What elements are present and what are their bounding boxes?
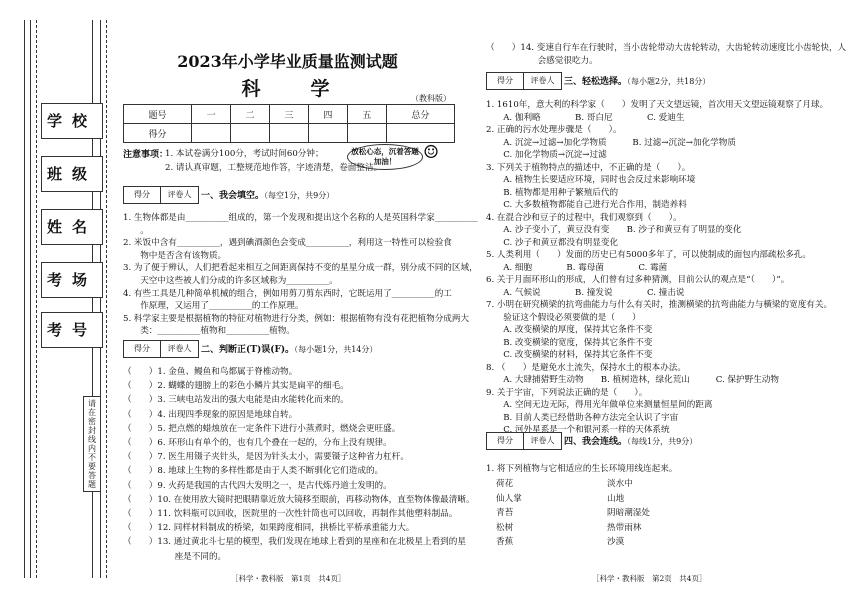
matching-plant: 青苔 (496, 508, 514, 518)
binding-line (106, 20, 107, 578)
class-label: 班级 (41, 156, 103, 192)
binding-line (24, 20, 25, 578)
section-1-heading: 一、我会填空。（每空1分，共9分） (201, 191, 335, 201)
matching-environment: 热带雨林 (607, 522, 642, 533)
choice-item: A. 伽利略 B. 哥白尼 C. 爱迪生 (486, 112, 685, 123)
fill-blank-item: 3. 为了便于辨认，人们把看起来相互之间距离保持不变的星星分成一群，别分成不同的区域， (123, 263, 478, 274)
score-header-cell: 三 (269, 105, 308, 124)
choice-item: A. 沙子变小了，黄豆没有变 B. 沙子和黄豆有了明显的变化 (486, 225, 742, 235)
choice-item: 8. （ ）是避免水土流失，保持水土的根本办法。 (486, 362, 686, 373)
true-false-item: （ ）5. 把点燃的蜡烛放在一定条件下进行小蒸煮时，燃烧会更旺盛。 (123, 423, 401, 434)
true-false-item: 会感觉很吃力。 (486, 55, 598, 66)
true-false-item: （ ）6. 环形山有单个的，也有几个叠在一起的，分布上没有规律。 (123, 438, 392, 448)
name-label: 姓名 (41, 209, 103, 245)
true-false-item: （ ）14. 变速自行车在行驶时，当小齿轮带动大齿轮转动，大齿轮转动速度比小齿轮快，人 (486, 43, 847, 53)
choice-item: C. 加化学物质→沉淀→过滤 (486, 150, 607, 160)
matching-plant: 荷花 (496, 479, 514, 489)
true-false-item: （ ）7. 医生用镊子夹针头，是因为针头太小，需要镊子这种省力杠杆。 (123, 452, 409, 463)
school-label: 学校 (41, 103, 103, 139)
true-false-item: （ ）4. 出现四季现象的原因是地球自转。 (123, 409, 298, 420)
notice-line: 2. 请认真审题，工整规范地作答，字迹清楚，卷面整洁。 (165, 163, 383, 173)
page-footer: ［科学・教科版 第2页 共4页］ (592, 574, 707, 583)
fill-blank-item: 。 (123, 225, 149, 236)
score-header-cell: 题号 (124, 105, 192, 124)
choice-item: 6. 关于月面环形山的形成，人们曾有过多种猜测，目前公认的观点是“（ ）”。 (486, 275, 790, 285)
choice-item: B. 目前人类已经借助各种方法完全认识了宇宙 (486, 412, 679, 423)
score-row-label: 得分 (124, 124, 192, 143)
true-false-item: （ ）10. 在使用放大镜时把眼睛靠近放大镜移至眼前，再移动物体，直至物体像最清晰。 (123, 494, 475, 505)
choice-item: 1. 1610年，意大利的科学家（ ）发明了天文望远镜，首次用天文望远镜观察了月球。 (486, 100, 829, 110)
exam-number-label: 考号 (41, 312, 103, 348)
page-footer: ［科学・教科版 第1页 共4页］ (231, 574, 346, 583)
subject-title: 科 学 (241, 78, 334, 100)
choice-item: C. 河外星系是一个和银河系一样的天体系统 (486, 425, 670, 435)
binding-margin (0, 0, 112, 592)
section-2-heading: 二、判断正(T)误(F)。（每小题1分，共14分） (201, 345, 378, 355)
choice-item: A. 气候说 B. 撞发说 C. 撞击说 (486, 287, 685, 298)
matching-plant: 香蕉 (496, 537, 514, 547)
score-header-cell: 五 (347, 105, 386, 124)
choice-item: 2. 正确的污水处理步骤是（ ）。 (486, 125, 622, 135)
score-cell[interactable] (308, 124, 347, 143)
true-false-item: （ ）2. 蝴蝶的翅膀上的彩色小鳞片其实是扁平的细毛。 (123, 381, 349, 392)
exam-title: 2023年小学毕业质量监测试题 (177, 52, 398, 71)
encourage-bubble: 放松心态，沉着答题 加油！ (347, 144, 423, 170)
true-false-item: （ ）1. 金鱼、鳗鱼和鸟都属于脊椎动物。 (123, 367, 298, 377)
score-cell[interactable] (231, 124, 270, 143)
true-false-item: （ ）3. 三峡电站发出的强大电能是由水能转化而来的。 (123, 395, 349, 406)
edition-label: （教科版） (411, 94, 451, 103)
choice-item: B. 植物都是用种子繁殖后代的 (486, 187, 619, 198)
choice-item: 验证这个假设必须要做的是（ ） (486, 312, 641, 323)
cartoon-face-icon: ☺ (423, 142, 440, 163)
fill-blank-item: 5. 科学家主要是根据植物的特征对植物进行分类，例如：根据植物有没有花把植物分成两大 (123, 313, 470, 324)
true-false-item: （ ）9. 火药是我国的古代四大发明之一，是古代炼丹道士发明的。 (123, 480, 392, 491)
choice-item: 3. 下列关于植物特点的描述中，不正确的是（ ）。 (486, 162, 691, 173)
choice-item: A. 植物生长要适应环境，同时也会反过来影响环境 (486, 175, 696, 185)
true-false-item: （ ）8. 地球上生物的多样性都是由于人类不断驯化它们造成的。 (123, 466, 384, 477)
grader-box: 得分 评卷人 (123, 186, 199, 204)
choice-item: A. 大肆捕猎野生动物 B. 植树造林，绿化荒山 C. 保护野生动物 (486, 375, 779, 385)
fill-blank-item: 类：__________植物和__________植物。 (123, 326, 295, 337)
seal-line-note: 请在密封线内不要答题 (83, 396, 101, 492)
notice-line: 1. 本试卷满分100分，考试时间60分钟； (165, 149, 324, 159)
choice-item: A. 细胞 B. 霉母菌 C. 霉菌 (486, 262, 668, 273)
score-cell[interactable] (192, 124, 231, 143)
score-header-cell: 四 (308, 105, 347, 124)
fill-blank-item: 1. 生物体都是由__________组成的，第一个发现和提出这个名称的人是英国科学家__________ (123, 213, 478, 223)
grader-box: 得分 评卷人 (486, 72, 562, 90)
true-false-item: （ ）12. 同样材料制成的桥梁，如果跨度相同，拱桥比平桥承重能力大。 (123, 523, 415, 534)
choice-item: C. 改变横梁的材料，保持其它条件不变 (486, 350, 653, 360)
matching-intro: 1. 将下列植物与它相适应的生长环境用线连起来。 (486, 464, 678, 474)
section-4-heading: 四、我会连线。（每线1分，共9分） (564, 437, 698, 447)
binding-line (36, 20, 37, 578)
page-1 (115, 0, 478, 592)
binding-line (30, 20, 31, 578)
fill-blank-item: 2. 米饭中含有__________，遇到碘酒颜色会变成__________，利用这一特性可以检验食 (123, 238, 452, 249)
exam-room-label: 考场 (41, 262, 103, 298)
choice-item: C. 大多数植物都能自己进行光合作用，制造养料 (486, 200, 687, 210)
score-table (123, 104, 455, 143)
matching-environment: 淡水中 (607, 479, 633, 489)
choice-item: A. 沉淀→过滤→加化学物质 B. 过滤→沉淀→加化学物质 (486, 137, 736, 148)
matching-plant: 松树 (496, 522, 514, 533)
true-false-item: （ ）13. 通过黄北斗七星的模型，我们发现在地球上看到的星座和在北极星上看到的星 (123, 537, 466, 548)
grader-box: 得分 评卷人 (486, 432, 562, 450)
score-cell[interactable] (347, 124, 386, 143)
notice-label: 注意事项： (123, 150, 169, 160)
choice-item: 7. 小明在研究横梁的抗弯曲能力与什么有关时，推测横梁的抗弯曲能力与横梁的宽度有关。 (486, 300, 833, 310)
true-false-item: 座是不同的。 (123, 551, 227, 562)
fill-blank-item: 4. 有些工具是几种简单机械的组合，例如用剪刀剪东西时，它既运用了__________的工 (123, 288, 452, 299)
fill-blank-item: 物中是否含有该物质。 (123, 250, 227, 261)
choice-item: 9. 关于宇宙，下列说法正确的是（ ）。 (486, 387, 648, 398)
choice-item: 4. 在混合沙和豆子的过程中，我们观察到（ ）。 (486, 212, 682, 223)
choice-item: A. 空间无边无际，得用光年做单位来测量恒星间的距离 (486, 400, 713, 410)
score-header-cell: 二 (231, 105, 270, 124)
choice-item: C. 沙子和黄豆都没有明显变化 (486, 237, 619, 248)
fill-blank-item: 天空中这些被人们分成的许多区域称为__________。 (123, 276, 338, 286)
choice-item: A. 改变横梁的厚度，保持其它条件不变 (486, 325, 653, 335)
matching-environment: 山地 (607, 493, 625, 504)
matching-environment: 沙漠 (607, 537, 625, 547)
matching-plant: 仙人掌 (496, 493, 522, 504)
choice-item: B. 改变横梁的宽度，保持其它条件不变 (486, 337, 653, 348)
score-header-cell: 一 (192, 105, 231, 124)
section-3-heading: 三、轻松选择。（每小题2分，共18分） (564, 77, 711, 87)
matching-environment: 阴暗潮湿处 (607, 508, 650, 518)
fill-blank-item: 作原理，又运用了__________的工作原理。 (123, 301, 304, 312)
score-cell[interactable] (386, 124, 454, 143)
true-false-item: （ ）11. 饮料瓶可以回收，医院里的一次性针筒也可以回收，再制作其他塑料制品。 (123, 509, 458, 519)
choice-item: 5. 人类利用（ ）发面的历史已有5000多年了，可以使制成的面包内部疏松多孔。 (486, 250, 811, 260)
page-2 (482, 0, 847, 592)
grader-box: 得分 评卷人 (123, 340, 199, 358)
score-cell[interactable] (269, 124, 308, 143)
score-header-cell: 总分 (386, 105, 454, 124)
